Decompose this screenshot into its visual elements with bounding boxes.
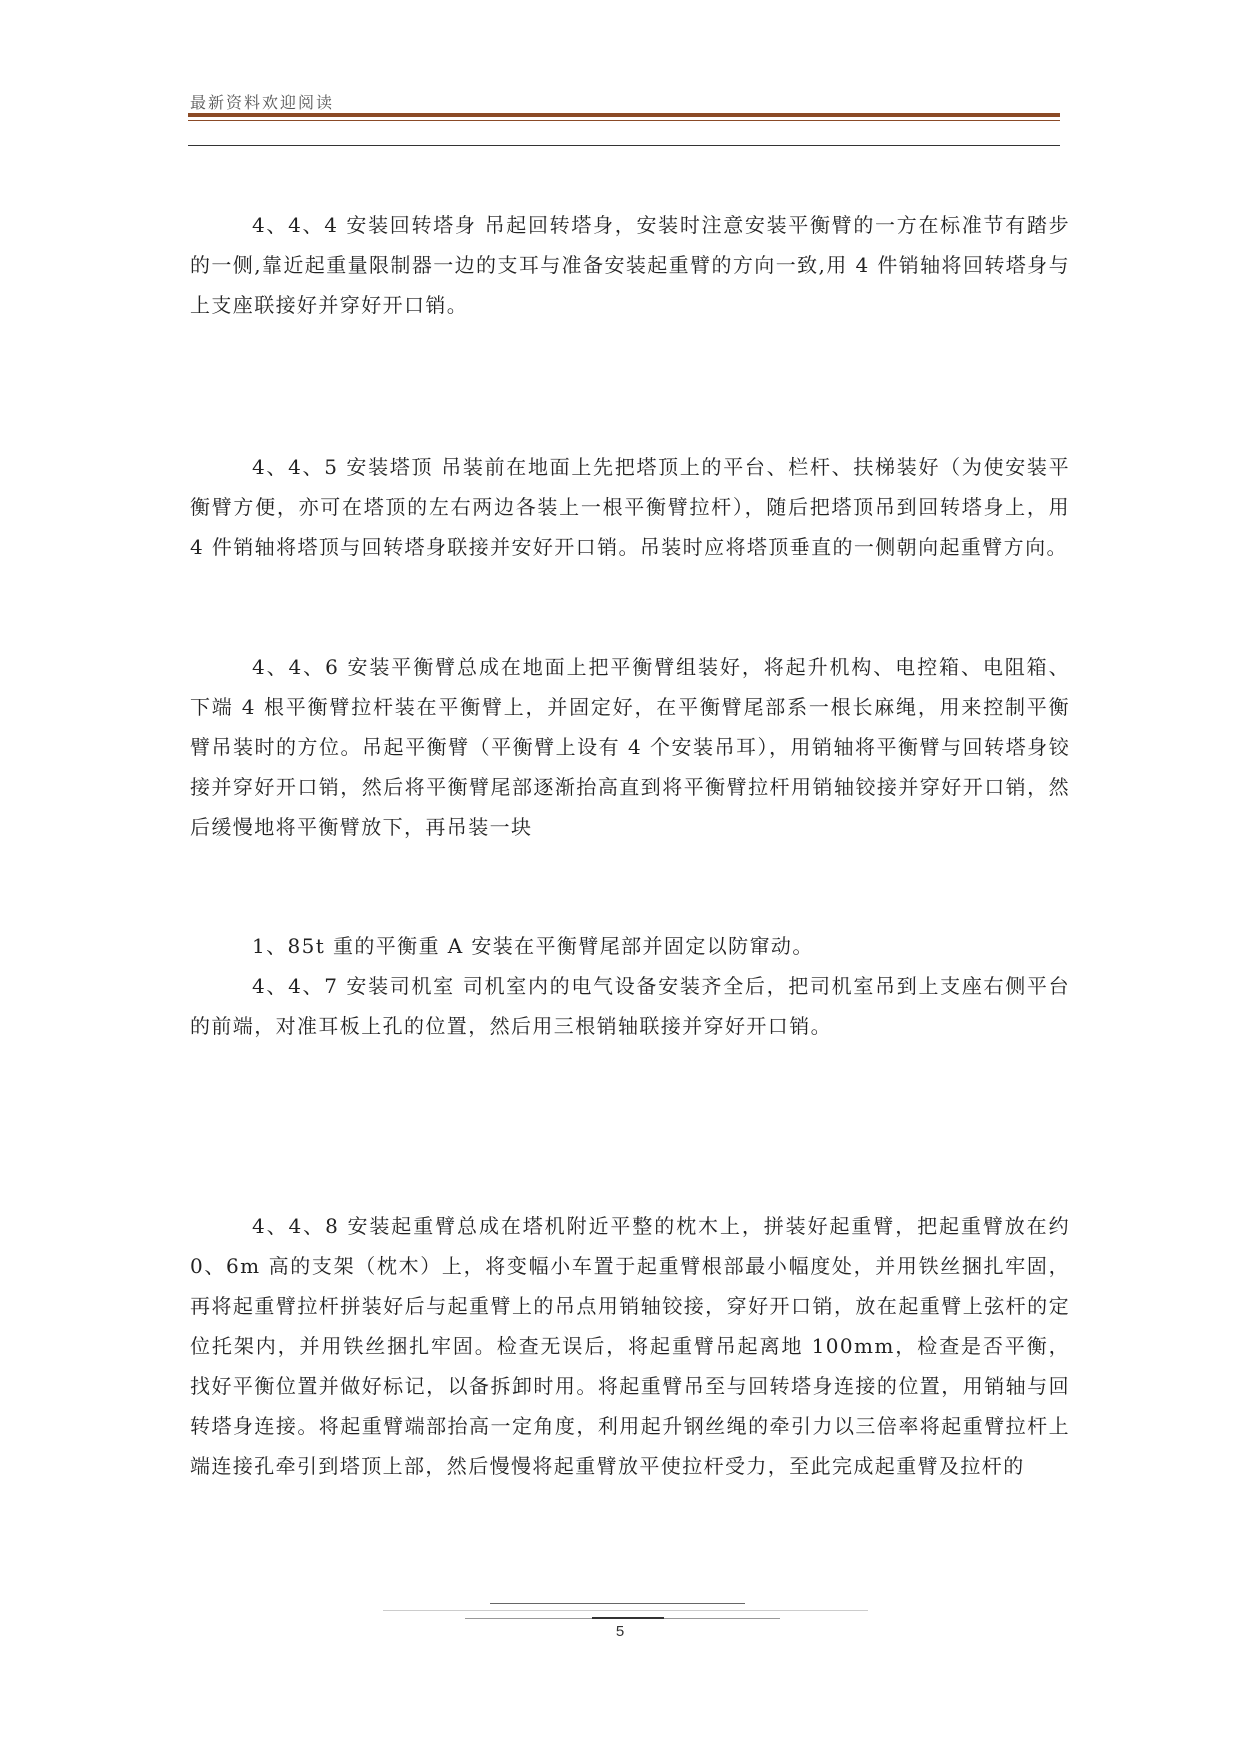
- paragraph-counterweight: 1、85t 重的平衡重 A 安装在平衡臂尾部并固定以防窜动。: [252, 934, 814, 958]
- header-rule-thin: [188, 120, 1060, 121]
- paragraph-4-4-7: 4、4、7 安装司机室 司机室内的电气设备安装齐全后，把司机室吊到上支座右侧平台的前端，对准耳板上孔的位置，然后用三根销轴联接并穿好开口销。: [190, 974, 1070, 1038]
- header-rule-thick: [188, 113, 1060, 117]
- paragraph-4-4-5: 4、4、5 安装塔顶 吊装前在地面上先把塔顶上的平台、栏杆、扶梯装好（为使安装平衡臂方便，亦可在塔顶的左右两边各装上一根平衡臂拉杆），随后把塔顶吊到回转塔身上，用 4 件销轴将塔顶与回转塔身联接并安好开口销。吊装时应将塔顶垂直的一侧朝向起重臂方向。: [190, 455, 1070, 559]
- paragraph-4-4-6: 4、4、6 安装平衡臂总成在地面上把平衡臂组装好，将起升机构、电控箱、电阻箱、下端 4 根平衡臂拉杆装在平衡臂上，并固定好，在平衡臂尾部系一根长麻绳，用来控制平衡臂吊装时的方位。吊起平衡臂（平衡臂上设有 4 个安装吊耳），用销轴将平衡臂与回转塔身铰接并穿好开口销，然后将平衡臂尾部逐渐抬高直到将平衡臂拉杆用销轴铰接并穿好开口销，然后缓慢地将平衡臂放下，再吊装一块: [190, 655, 1070, 839]
- paragraph-4-4-8: 4、4、8 安装起重臂总成在塔机附近平整的枕木上，拼装好起重臂，把起重臂放在约 0、6m 高的支架（枕木）上，将变幅小车置于起重臂根部最小幅度处，并用铁丝捆扎牢固，再将起重臂拉杆拼装好后与起重臂上的吊点用销轴铰接，穿好开口销，放在起重臂上弦杆的定位托架内，并用铁丝捆扎牢固。检查无误后，将起重臂吊起离地 100mm，检查是否平衡，找好平衡位置并做好标记，以备拆卸时用。将起重臂吊至与回转塔身连接的位置，用销轴与回转塔身连接。将起重臂端部抬高一定角度，利用起升钢丝绳的牵引力以三倍率将起重臂拉杆上端连接孔牵引到塔顶上部，然后慢慢将起重臂放平使拉杆受力，至此完成起重臂及拉杆的: [190, 1214, 1070, 1478]
- footer-rule-accent: [592, 1617, 664, 1619]
- header-title: 最新资料欢迎阅读: [190, 93, 335, 112]
- page-number: 5: [615, 1623, 625, 1640]
- header-rule-bottom: [188, 145, 1060, 146]
- footer-rule-long: [383, 1610, 868, 1611]
- paragraph-4-4-4: 4、4、4 安装回转塔身 吊起回转塔身，安装时注意安装平衡臂的一方在标准节有踏步的一侧,靠近起重量限制器一边的支耳与准备安装起重臂的方向一致,用 4 件销轴将回转塔身与上支座联接好并穿好开口销。: [190, 213, 1070, 317]
- footer-rule-top: [490, 1603, 745, 1604]
